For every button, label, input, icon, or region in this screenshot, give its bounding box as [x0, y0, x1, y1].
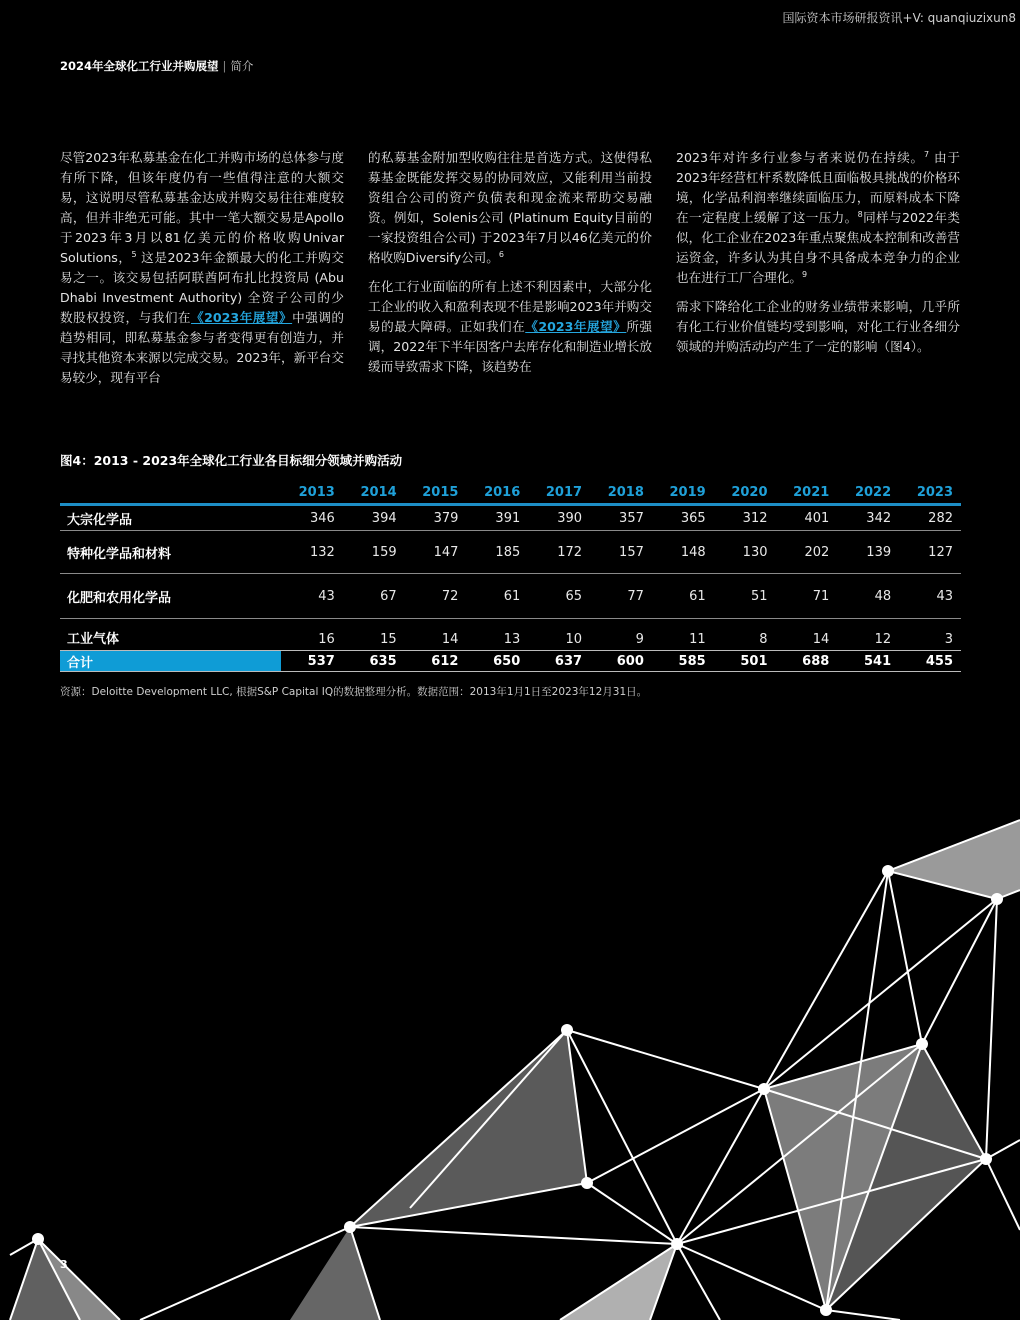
footnote-ref[interactable]: 7 [924, 149, 930, 159]
footnote-ref[interactable]: 6 [498, 249, 504, 259]
table-cell: 61 [466, 574, 528, 619]
table-cell: 65 [528, 574, 590, 619]
table-cell: 71 [776, 574, 838, 619]
table-cell: 14 [441, 632, 459, 647]
table-cell: 130 [714, 531, 776, 574]
table-cell: 390 [528, 505, 590, 531]
table-cell: 282 [899, 505, 961, 531]
total-cell: 585 [652, 651, 714, 672]
table-cell: 394 [343, 505, 405, 531]
row-label: 特种化学品和材料 [60, 531, 281, 574]
table-cell: 3 [944, 632, 953, 647]
year-header: 2017 [528, 482, 590, 505]
table-cell: 342 [837, 505, 899, 531]
table-cell: 13 [503, 632, 521, 647]
table-cell: 67 [343, 574, 405, 619]
table-cell: 8 [759, 632, 768, 647]
table-cell: 139 [837, 531, 899, 574]
paragraph: 需求下降给化工企业的财务业绩带来影响，几乎所有化工行业价值链均受到影响，对化工行业各细分领域的并购活动均产生了一定的影响（图4）。 [676, 299, 960, 354]
table-cell: 147 [405, 531, 467, 574]
table-cell: 11 [689, 632, 706, 647]
watermark-text: 国际资本市场研报资讯+V: quanqiuzixun8 [782, 11, 1016, 25]
paragraph: 的私募基金附加型收购往往是首选方式。这使得私募基金既能发挥交易的协同效应，又能利用当前投资组合公司的资产负债表和现金流来帮助交易融资。例如，Solenis公司 (Platinum Equity目前的一家投资组合公司) 于2023年7月以46亿美元的价格收购Diversify公司。$^6$ [368, 150, 652, 265]
table-cell: 43 [899, 574, 961, 619]
table-cell: 346 [281, 505, 343, 531]
total-cell: 637 [528, 651, 590, 672]
total-cell: 650 [466, 651, 528, 672]
table-cell: 401 [776, 505, 838, 531]
footnote-ref[interactable]: 8 [857, 209, 863, 219]
row-label: 大宗化学品 [60, 505, 281, 531]
table-cell: 16 [318, 632, 335, 647]
year-header: 2019 [652, 482, 714, 505]
page-number: 3 [60, 1258, 68, 1271]
table-cell: 391 [466, 505, 528, 531]
table-cell: 159 [343, 531, 405, 574]
table-cell: 72 [405, 574, 467, 619]
table-cell: 10 [565, 632, 583, 647]
network-face [350, 1030, 587, 1227]
year-header: 2023 [899, 482, 961, 505]
table-cell: 365 [652, 505, 714, 531]
year-header: 2013 [281, 482, 343, 505]
outlook-2023-link[interactable]: 《2023年展望》 [191, 310, 293, 325]
table-cell: 77 [590, 574, 652, 619]
year-header: 2015 [405, 482, 467, 505]
table-cell: 14 [812, 632, 830, 647]
table-cell: 157 [590, 531, 652, 574]
table-cell: 185 [466, 531, 528, 574]
row-label: 工业气体 [67, 632, 120, 647]
year-header: 2022 [837, 482, 899, 505]
document-title: 2024年全球化工行业并购展望 [60, 59, 219, 73]
row-label: 化肥和农用化学品 [60, 574, 281, 619]
year-header: 2016 [466, 482, 528, 505]
year-header: 2018 [590, 482, 652, 505]
table-cell: 202 [776, 531, 838, 574]
table-cell: 43 [281, 574, 343, 619]
table-cell: 172 [528, 531, 590, 574]
total-cell: 600 [590, 651, 652, 672]
total-label: 合计 [60, 651, 281, 672]
paragraph: 2023年对许多行业参与者来说仍在持续。$^7$ 由于2023年经营杠杆系数降低且面临极具挑战的价格环境，化学品利润率继续面临压力，而原料成本下降在一定程度上缓解了这一压力。$^8$同样与2022年类似，化工企业在2023年重点聚焦成本控制和改善营运资金，许多认为其自身不具备成本竞争力的企业也在进行工厂合理化。$^9$ [676, 149, 960, 285]
table-cell: 132 [281, 531, 343, 574]
total-cell: 501 [714, 651, 776, 672]
header-separator: | [222, 59, 227, 73]
table-cell: 148 [652, 531, 714, 574]
paragraph: 在化工行业面临的所有上述不利因素中，大部分化工企业的收入和盈利表现不佳是影响2023年并购交易的最大障碍。正如我们在《2023年展望》所强调，2022年下半年因客户去库存化和制造业增长放缓而导致需求下降，该趋势在 [368, 279, 653, 374]
table-cell: 357 [590, 505, 652, 531]
table-cell: 312 [714, 505, 776, 531]
outlook-2023-link[interactable]: 《2023年展望》 [525, 319, 627, 334]
year-header: 2020 [714, 482, 776, 505]
figure-title: 图4：2013 - 2023年全球化工行业各目标细分领域并购活动 [60, 453, 403, 468]
table-cell: 48 [837, 574, 899, 619]
paragraph: 尽管2023年私募基金在化工并购市场的总体参与度有所下降，但该年度仍有一些值得注意的大额交易，这说明尽管私募基金达成并购交易往往难度较高，但并非绝无可能。其中一笔大额交易是Apollo于2023年3月以81亿美元的价格收购Univar Solutions，$^5$ 这是2023年金额最大的化工并购交易之一。该交易包括阿联酋阿布扎比投资局 (Abu Dhabi Investment Authority) 全资子公司的少数股权投资，与我们在《2023年展望》中强调的趋势相同，即私募基金参与者变得更有创造力，并寻找其他资本来源以完成交易。2023年，新平台交易较少，现有平台 [60, 150, 345, 385]
footnote-ref[interactable]: 9 [801, 269, 808, 279]
year-header: 2021 [776, 482, 838, 505]
year-header: 2014 [343, 482, 405, 505]
network-face [290, 1227, 380, 1320]
table-cell: 379 [405, 505, 467, 531]
total-cell: 541 [837, 651, 899, 672]
table-cell: 15 [380, 632, 397, 647]
total-cell: 635 [343, 651, 405, 672]
table-cell: 9 [635, 632, 644, 647]
figure-source-note: 资源：Deloitte Development LLC, 根据S&P Capital IQ的数据整理分析。数据范围：2013年1月1日至2023年12月31日。 [60, 686, 648, 698]
table-cell: 127 [899, 531, 961, 574]
footnote-ref[interactable]: 5 [131, 249, 137, 259]
total-cell: 455 [899, 651, 961, 672]
table-cell: 12 [874, 632, 892, 647]
total-cell: 688 [776, 651, 838, 672]
total-cell: 612 [405, 651, 467, 672]
section-name: 简介 [230, 59, 254, 73]
table-cell: 61 [652, 574, 714, 619]
table-cell: 51 [714, 574, 776, 619]
total-cell: 537 [281, 651, 343, 672]
